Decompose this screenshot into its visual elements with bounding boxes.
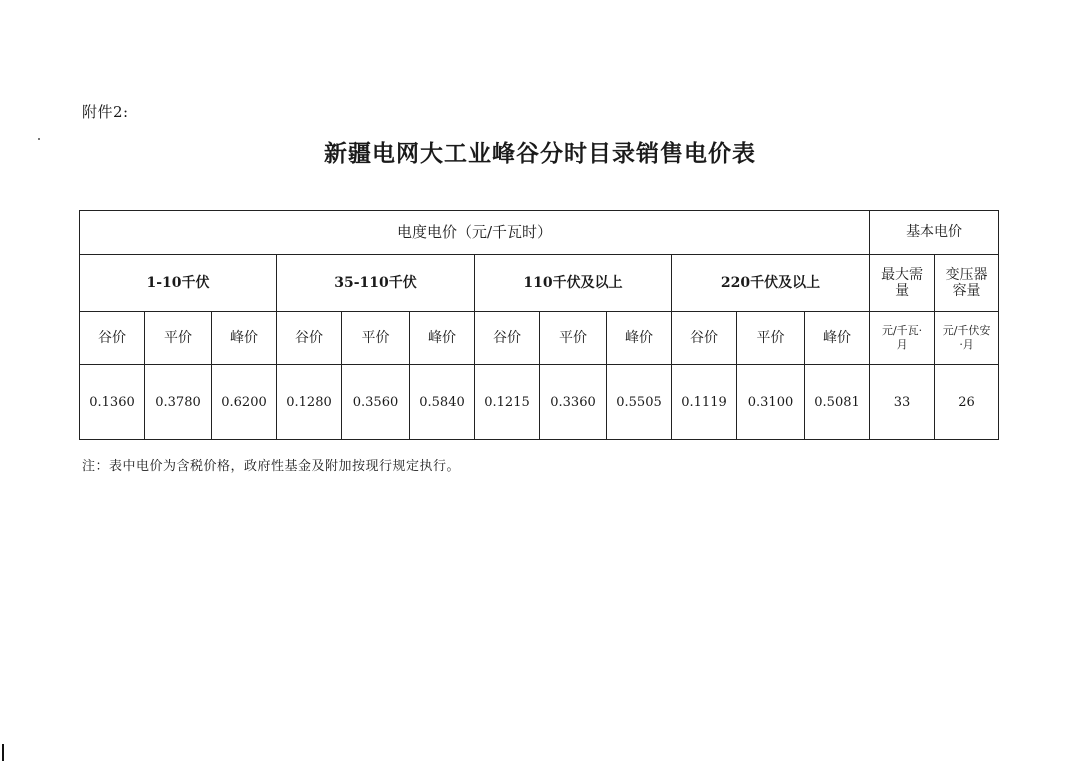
value-g1-peak: 0.6200 xyxy=(212,365,277,440)
value-g1-flat: 0.3780 xyxy=(145,365,212,440)
value-g3-flat: 0.3360 xyxy=(540,365,607,440)
period-valley-g4: 谷价 xyxy=(672,312,737,365)
value-g1-valley: 0.1360 xyxy=(80,365,145,440)
max-demand-unit-line2: 月 xyxy=(896,338,908,351)
period-valley-g1: 谷价 xyxy=(80,312,145,365)
period-flat-g2: 平价 xyxy=(342,312,410,365)
value-g4-valley: 0.1119 xyxy=(672,365,737,440)
period-peak-g2: 峰价 xyxy=(410,312,475,365)
basic-price-header: 基本电价 xyxy=(870,211,999,255)
max-demand-unit-line1: 元/千瓦· xyxy=(881,324,923,337)
period-flat-g1: 平价 xyxy=(145,312,212,365)
period-peak-g1: 峰价 xyxy=(212,312,277,365)
transformer-capacity-header xyxy=(935,255,999,312)
transformer-capacity-unit-line1: 元/千伏安 xyxy=(942,324,991,337)
table-row-values xyxy=(80,365,999,440)
max-demand-header-line2: 量 xyxy=(895,283,910,299)
value-g2-peak: 0.5840 xyxy=(410,365,475,440)
voltage-group-35-110kv: 35-110千伏 xyxy=(277,255,475,312)
table-header-row-top xyxy=(80,211,999,255)
transformer-capacity-unit-line2: ·月 xyxy=(959,338,974,351)
document-title: 新疆电网大工业峰谷分时目录销售电价表 xyxy=(324,140,756,167)
transformer-capacity-header-line2: 容量 xyxy=(952,283,981,299)
max-demand-unit xyxy=(870,312,935,365)
period-peak-g4: 峰价 xyxy=(805,312,870,365)
energy-price-header: 电度电价（元/千瓦时） xyxy=(80,211,870,255)
max-demand-header xyxy=(870,255,935,312)
value-g2-valley: 0.1280 xyxy=(277,365,342,440)
table-header-row-voltage xyxy=(80,255,999,312)
period-peak-g3: 峰价 xyxy=(607,312,672,365)
attachment-label: 附件2: xyxy=(82,103,129,121)
period-valley-g2: 谷价 xyxy=(277,312,342,365)
transformer-capacity-unit xyxy=(935,312,999,365)
scan-edge-mark xyxy=(2,744,4,761)
value-g4-peak: 0.5081 xyxy=(805,365,870,440)
period-flat-g3: 平价 xyxy=(540,312,607,365)
value-g3-valley: 0.1215 xyxy=(475,365,540,440)
voltage-group-1-10kv: 1-10千伏 xyxy=(80,255,277,312)
period-valley-g3: 谷价 xyxy=(475,312,540,365)
value-g4-flat: 0.3100 xyxy=(737,365,805,440)
max-demand-header-line1: 最大需 xyxy=(881,267,924,283)
transformer-capacity-header-line1: 变压器 xyxy=(945,267,988,283)
table-header-row-period xyxy=(80,312,999,365)
voltage-group-220kv-plus: 220千伏及以上 xyxy=(672,255,870,312)
footnote: 注：表中电价为含税价格，政府性基金及附加按现行规定执行。 xyxy=(82,459,461,474)
value-g2-flat: 0.3560 xyxy=(342,365,410,440)
voltage-group-110kv-plus: 110千伏及以上 xyxy=(475,255,672,312)
value-transformer-capacity: 26 xyxy=(935,365,999,440)
period-flat-g4: 平价 xyxy=(737,312,805,365)
price-table xyxy=(79,210,999,440)
value-g3-peak: 0.5505 xyxy=(607,365,672,440)
value-max-demand: 33 xyxy=(870,365,935,440)
